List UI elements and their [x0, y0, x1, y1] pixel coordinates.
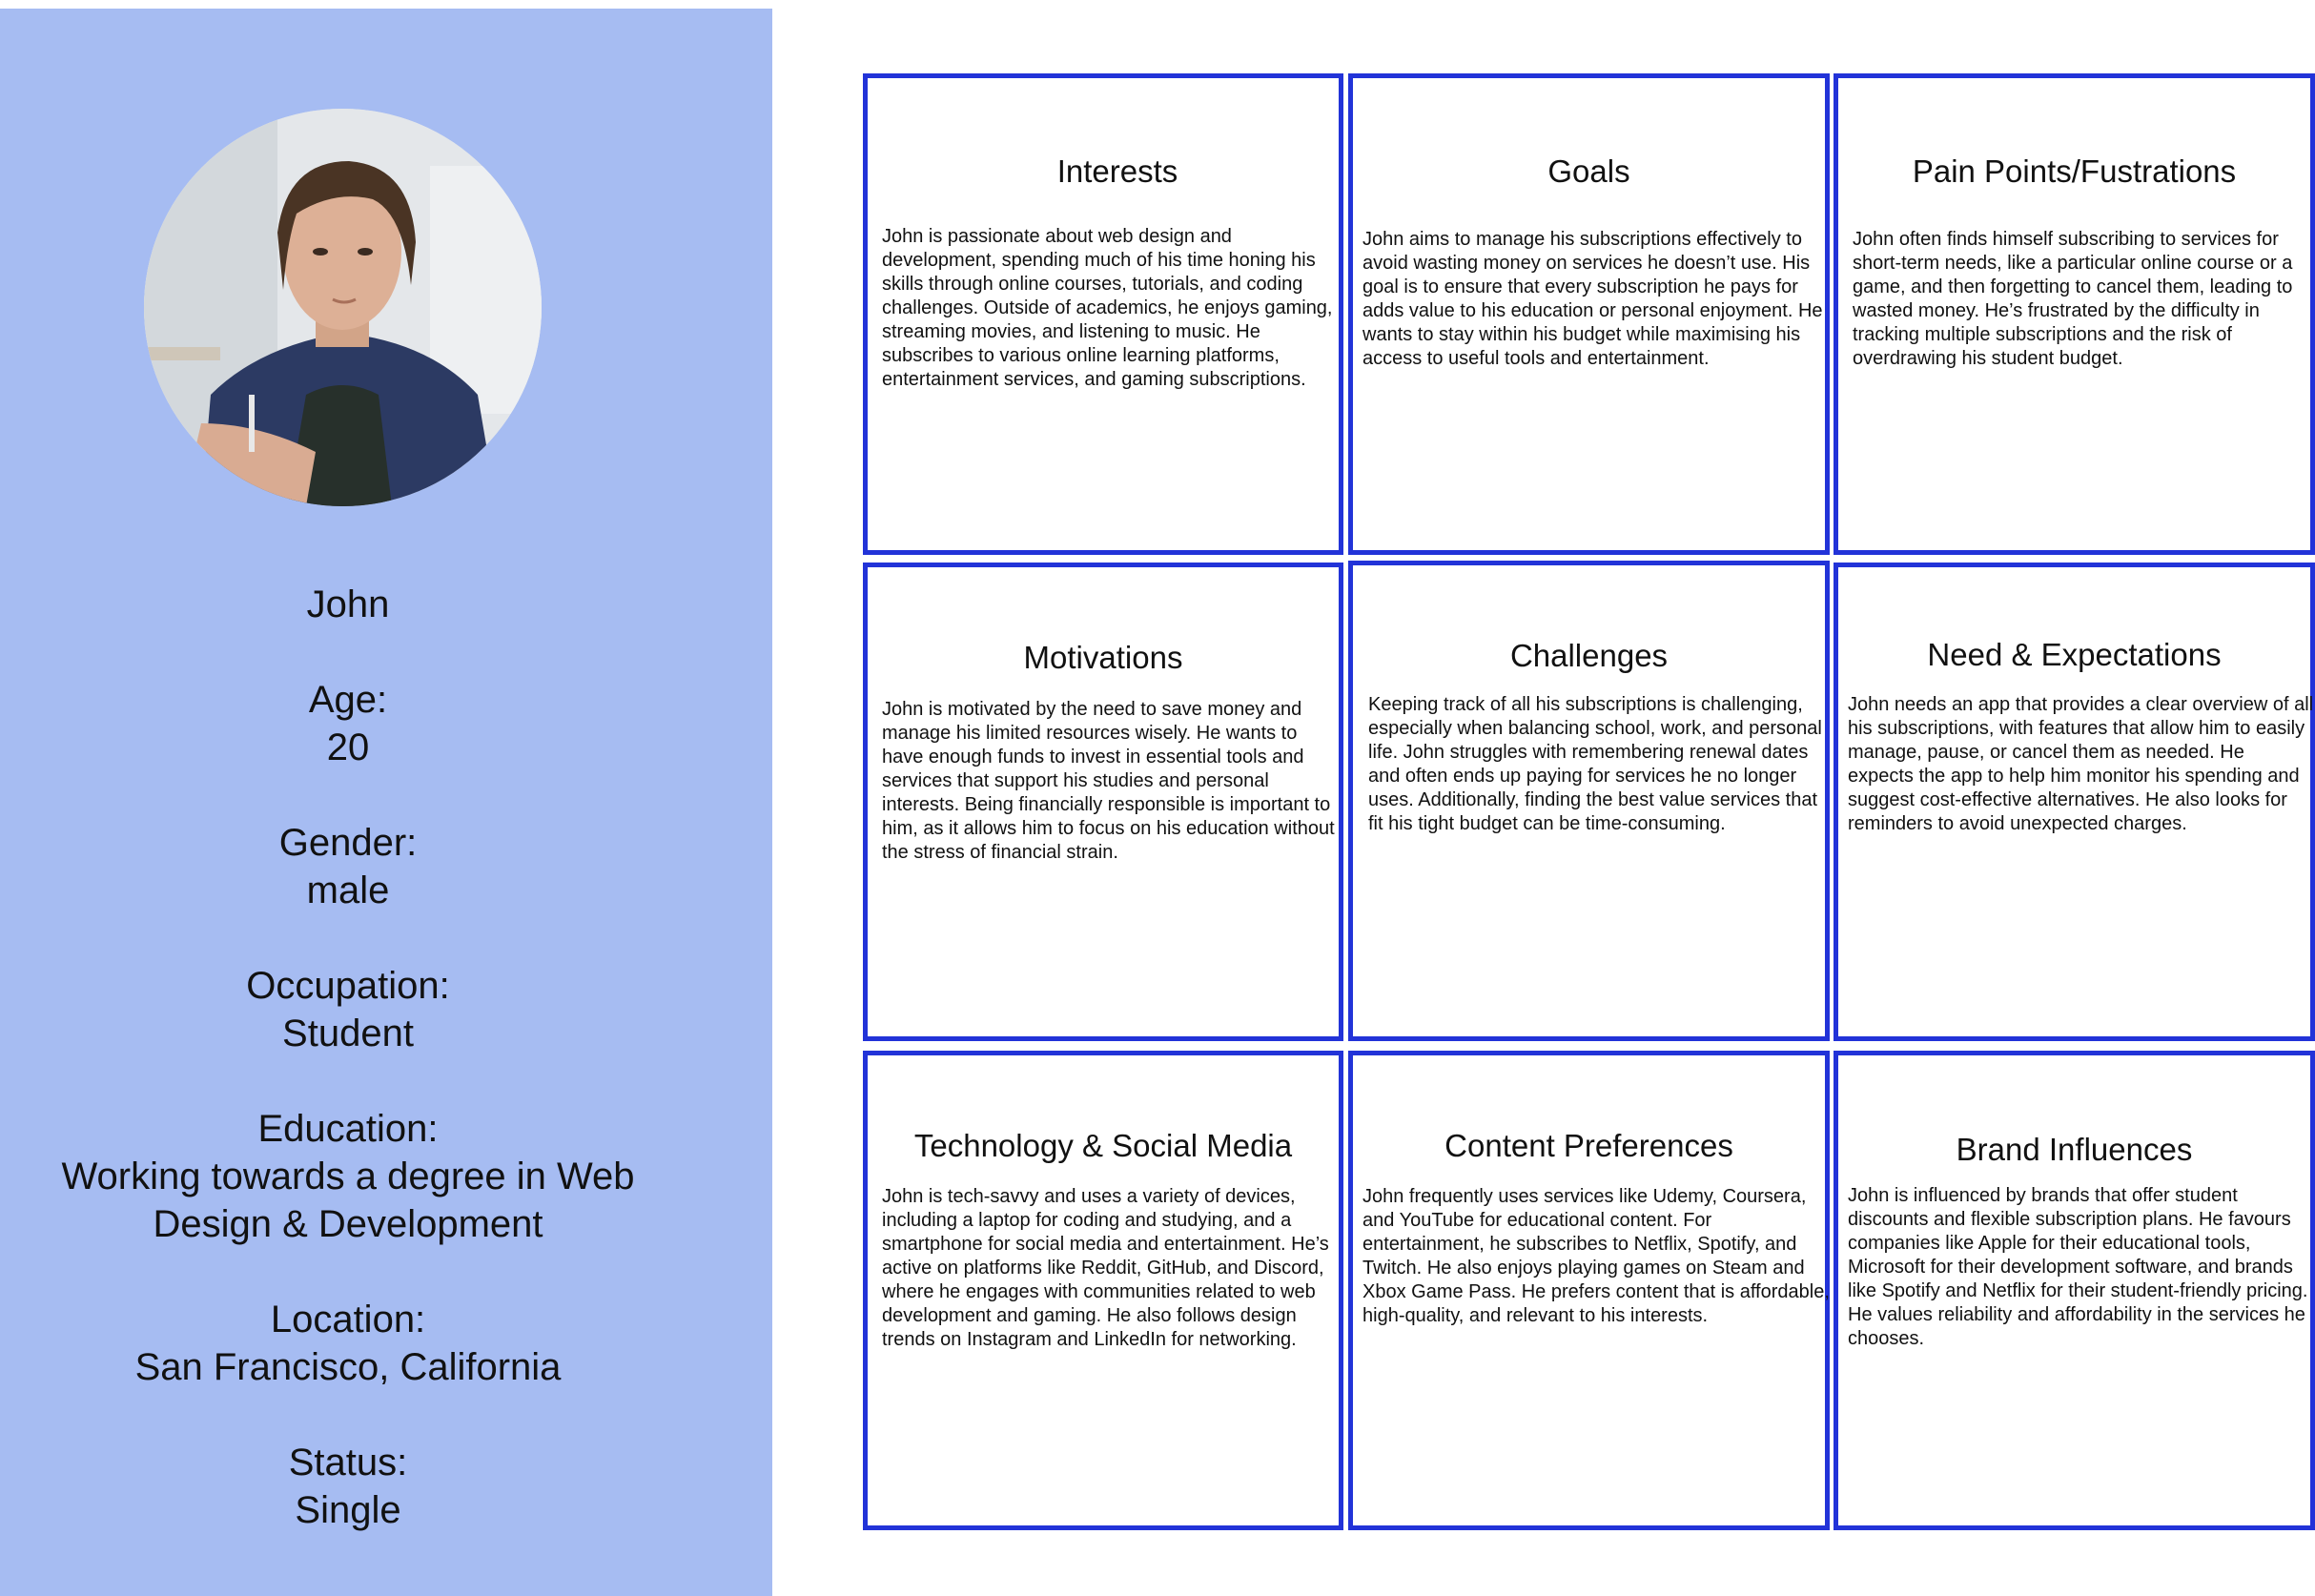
card-title-interests: Interests: [1056, 153, 1178, 189]
card-text-pain-points: John often finds himself subscribing to services for short-term needs, like a particular online course or a game, and then forgetting to cancel them, leading to wasted money. He’s frustrated by the difficulty in tracking multiple subscriptions and the risk of overdrawing his student budget.: [1853, 229, 2293, 369]
profile-sidebar: [0, 9, 772, 1596]
card-title-challenges: Challenges: [1509, 638, 1669, 673]
profile-name: John: [306, 583, 390, 625]
card-title-brand-influences: Brand Influences: [1956, 1132, 2193, 1167]
profile-occupation-field: [0, 962, 696, 1057]
card-brand-influences: [1834, 1051, 2315, 1530]
card-title-goals: Goals: [1547, 153, 1630, 189]
card-title-technology-social-media: Technology & Social Media: [913, 1128, 1293, 1163]
status-label: Status:: [288, 1442, 408, 1483]
card-technology-social-media: [863, 1051, 1343, 1530]
card-title-pain-points: Pain Points/Fustrations: [1912, 153, 2237, 189]
education-label: Education:: [257, 1108, 439, 1150]
card-text-content-preferences: John frequently uses services like Udemy, Coursera, and YouTube for educational content. For entertainment, he subscribes to Netflix, Spotify, and Twitch. He also enjoys playing games on Steam and Xbox Game Pass. He prefers content that is affordable, high-quality, and relevant to his interests.: [1362, 1186, 1830, 1326]
card-text-goals: John aims to manage his subscriptions effectively to avoid wasting money on services he doesn’t use. His goal is to ensure that every subscription he pays for adds value to his education or personal enjoyment. He wants to stay within his budget while maximising his access to useful tools and entertainment.: [1362, 229, 1823, 369]
gender-value: male: [306, 870, 390, 911]
card-pain-points: [1834, 73, 2315, 555]
card-text-motivations: John is motivated by the need to save money and manage his limited resources wisely. He wants to have enough funds to invest in essential tools and services that support his studies and personal interests. Being financially responsible is important to him, as it allows him to focus on his education without the stress of financial strain.: [882, 699, 1335, 863]
card-text-brand-influences: John is influenced by brands that offer student discounts and flexible subscription plans. He favours companies like Apple for their educational tools, Microsoft for their development software, and brands like Spotify and Netflix for their student-friendly pricing. He values reliability and affordability in the services he chooses.: [1848, 1185, 2308, 1349]
gender-label: Gender:: [278, 822, 418, 864]
card-goals: [1348, 73, 1830, 555]
profile-education-field: [0, 1105, 696, 1248]
status-value: Single: [295, 1489, 401, 1531]
location-label: Location:: [270, 1299, 426, 1340]
card-content-preferences: [1348, 1051, 1830, 1530]
card-text-needs-expectations: John needs an app that provides a clear overview of all his subscriptions, with features that allow him to easily manage, pause, or cancel them as needed. He expects the app to help him monitor his spending and suggest cost-effective alternatives. He also looks for reminders to avoid unexpected charges.: [1848, 694, 2314, 834]
profile-gender-field: [0, 819, 696, 914]
card-title-content-preferences: Content Preferences: [1444, 1128, 1733, 1163]
card-title-motivations: Motivations: [1023, 640, 1183, 675]
profile-location-field: [0, 1296, 696, 1391]
profile-photo: [144, 109, 542, 506]
profile-name-field: [0, 581, 696, 628]
card-challenges: [1348, 561, 1830, 1041]
card-text-challenges: Keeping track of all his subscriptions is challenging, especially when balancing school, work, and personal life. John struggles with remembering renewal dates and often ends up paying for services he no longer uses. Additionally, finding the best value services that fit his tight budget can be time-consuming.: [1368, 694, 1822, 834]
profile-details: [0, 581, 696, 1534]
card-motivations: [863, 563, 1343, 1041]
age-value: 20: [326, 726, 370, 768]
occupation-value: Student: [282, 1013, 414, 1054]
location-value: San Francisco, California: [134, 1346, 562, 1388]
education-value: Working towards a degree in Web Design & Development: [61, 1156, 635, 1245]
profile-status-field: [0, 1439, 696, 1534]
card-needs-expectations: [1834, 563, 2315, 1041]
card-text-interests: John is passionate about web design and development, spending much of his time honing his skills through online courses, tutorials, and coding challenges. Outside of academics, he enjoys gaming, streaming movies, and listening to music. He subscribes to various online learning platforms, entertainment services, and gaming subscriptions.: [882, 226, 1333, 390]
age-label: Age:: [308, 679, 388, 721]
card-interests: [863, 73, 1343, 555]
card-title-needs-expectations: Need & Expectations: [1927, 637, 2222, 672]
person-photo-icon: [144, 109, 542, 506]
occupation-label: Occupation:: [246, 965, 450, 1007]
card-text-technology-social-media: John is tech-savvy and uses a variety of devices, including a laptop for coding and studying, and a smartphone for social media and entertainment. He’s active on platforms like Reddit, GitHub, and Discord, where he engages with communities related to web development and gaming. He also follows design trends on Instagram and LinkedIn for networking.: [882, 1186, 1329, 1350]
profile-age-field: [0, 676, 696, 771]
